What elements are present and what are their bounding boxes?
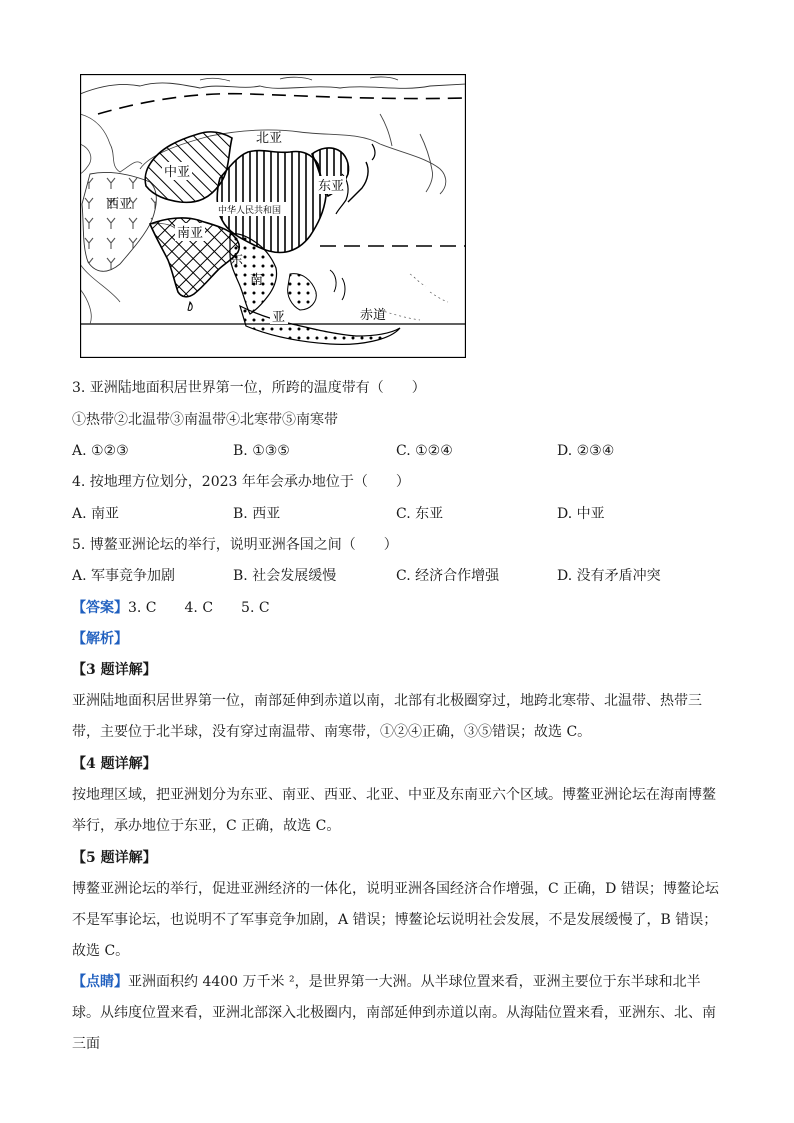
q5-stem: 5. 博鳌亚洲论坛的举行，说明亚洲各国之间（ ） [72,537,398,553]
q4-detail-title: 【4 题详解】 [72,756,157,772]
asia-region-map [80,74,466,358]
analysis-label: 【解析】 [72,631,128,647]
q5-option-d: D. 没有矛盾冲突 [557,568,661,584]
q3-choices: ①热带②北温带③南温带④北寒带⑤南寒带 [72,412,338,428]
answer-label: 【答案】 [72,600,128,616]
q5-detail-title: 【5 题详解】 [72,850,157,866]
q4-option-d: D. 中亚 [557,506,605,522]
label-se-dong: 东 [230,253,244,268]
q5-detail-text: 博鳌亚洲论坛的举行，促进亚洲经济的一体化，说明亚洲各国经济合作增强，C 正确，D 错误；博鳌论坛不是军事论坛，也说明不了军事竞争加剧，A 错误；博鳌论坛说明社会发展，不是发展缓慢了，B 错误；故选 C。 [72,881,719,959]
q3-detail-text: 亚洲陆地面积居世界第一位，南部延伸到赤道以南，北部有北极圈穿过，地跨北寒带、北温带、热带三带，主要位于北半球，没有穿过南温带、南寒带，①②④正确，③⑤错误；故选 C。 [72,693,702,740]
label-west-asia: 西亚 [106,197,133,212]
q4-option-a: A. 南亚 [72,506,120,522]
q5-option-b: B. 社会发展缓慢 [233,568,337,584]
label-equator: 赤道 [360,308,387,323]
q3-detail-title: 【3 题详解】 [72,662,157,678]
label-se-nan: 南 [250,273,264,288]
q4-option-c: C. 东亚 [396,506,444,522]
q3-option-d: D. ②③④ [557,443,615,459]
label-prc: 中华人民共和国 [218,206,282,216]
q3-stem: 3. 亚洲陆地面积居世界第一位，所跨的温度带有（ ） [72,380,426,396]
answer-line [72,598,270,618]
q3-option-b: B. ①③⑤ [233,443,290,459]
label-east-asia: 东亚 [318,179,345,194]
q5-option-a: A. 军事竞争加剧 [72,568,176,584]
label-central-asia: 中亚 [164,165,191,180]
q3-option-c: C. ①②④ [396,443,453,459]
q4-stem: 4. 按地理方位划分，2023 年年会承办地位于（ ） [72,474,410,490]
q4-detail-text: 按地理区域，把亚洲划分为东亚、南亚、西亚、北亚、中亚及东南亚六个区域。博鳌亚洲论坛在海南博鳌举行，承办地位于东亚，C 正确，故选 C。 [72,787,716,834]
q4-option-b: B. 西亚 [233,506,281,522]
label-north-asia: 北亚 [256,131,283,146]
tip-label: 【点睛】 [72,974,128,990]
tip-text: 亚洲面积约 4400 万千米 ²，是世界第一大洲。从半球位置来看，亚洲主要位于东半球和北半球。从纬度位置来看，亚洲北部深入北极圈内，南部延伸到赤道以南。从海陆位置来看，亚洲东、北、南三面 [72,974,716,1052]
answer-values: 3. C 4. C 5. C [128,600,270,616]
q3-option-a: A. ①②③ [72,443,129,459]
label-se-ya: 亚 [272,310,286,325]
q5-option-c: C. 经济合作增强 [396,568,500,584]
label-south-asia: 南亚 [177,226,204,241]
tip-paragraph [72,967,722,1060]
